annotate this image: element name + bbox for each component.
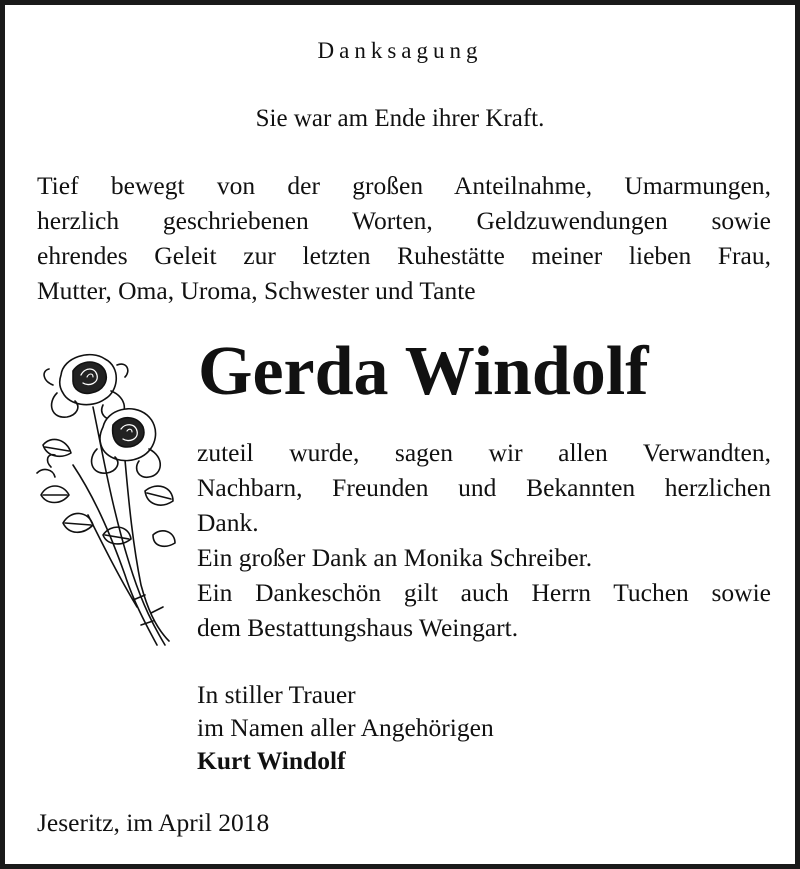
notice-motto: Sie war am Ende ihrer Kraft. [255,105,545,132]
signatory-name: Kurt Windolf [197,746,346,775]
body-line: zuteil wurde, sagen wir allen Verwandten, [197,438,771,467]
intro-line: herzlich geschriebenen Worten, Geldzuwendungen sowie [37,206,771,235]
body-line: Ein großer Dank an Monika Schreiber. [197,543,593,572]
closing-line: In stiller Trauer [197,680,356,709]
intro-line: Mutter, Oma, Uroma, Schwester und Tante [37,276,476,305]
intro-line: ehrendes Geleit zur letzten Ruhestätte meiner lieben Frau, [37,241,771,270]
body-line: dem Bestattungshaus Weingart. [197,613,519,642]
body-line: Dank. [197,508,259,537]
body-line: Nachbarn, Freunden und Bekannten herzlichen [197,473,771,502]
body-paragraph [197,435,771,645]
intro-line: Tief bewegt von der großen Anteilnahme, Umarmungen, [37,171,771,200]
place-date: Jeseritz, im April 2018 [37,808,270,837]
body-line: Ein Dankeschön gilt auch Herrn Tuchen sowie [197,578,771,607]
deceased-name: Gerda Windolf [198,333,649,410]
closing-line: im Namen aller Angehörigen [197,713,494,742]
notice-heading: Danksagung [317,38,483,63]
intro-paragraph [37,168,771,308]
roses-icon [33,345,183,650]
closing-block [197,678,494,777]
